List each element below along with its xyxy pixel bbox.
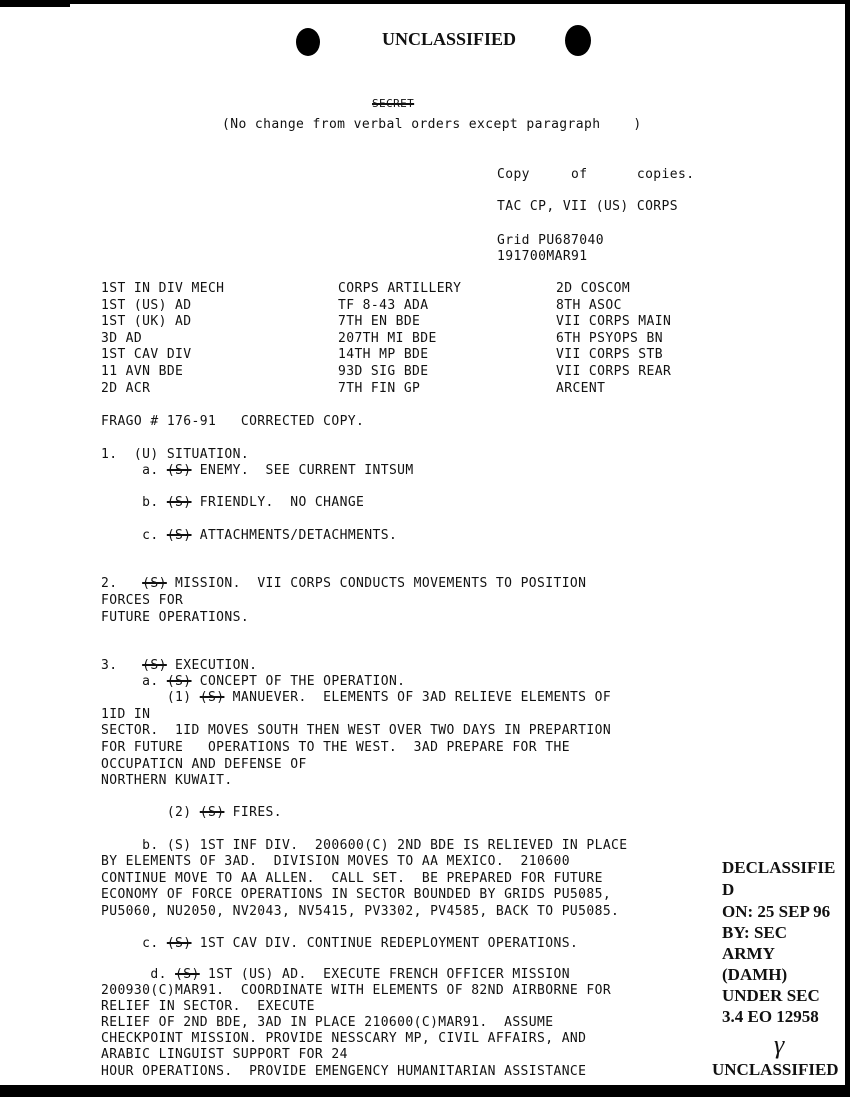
copy-line: Copy of copies.: [497, 167, 695, 182]
dist-item: VII CORPS STB: [556, 347, 663, 363]
dist-item: 2D COSCOM: [556, 281, 631, 296]
frago-line: FRAGO # 176-91 CORRECTED COPY.: [101, 414, 365, 429]
dist-item: 93D SIG BDE: [338, 363, 429, 379]
dist-item: 11 AVN BDE: [101, 363, 184, 379]
grid-line: Grid PU687040: [497, 233, 604, 248]
dist-item: TF 8-43 ADA: [338, 297, 429, 313]
declass-stamp-line: ON: 25 SEP 96: [722, 902, 831, 921]
dist-item: VII CORPS REAR: [556, 363, 672, 379]
struck-class-mark: (S): [166, 495, 192, 510]
para-3c: c. (S) 1ST CAV DIV. CONTINUE REDEPLOYMENT OPERATIONS.: [101, 936, 579, 951]
dist-item: 1ST (UK) AD: [101, 314, 192, 330]
declass-stamp-line: BY: SEC: [722, 923, 788, 942]
dist-item: VII CORPS MAIN: [556, 314, 672, 330]
para-3a1-line: NORTHERN KUWAIT.: [101, 773, 233, 788]
struck-class-mark: (S): [142, 658, 167, 673]
location-line: TAC CP, VII (US) CORPS: [497, 199, 678, 214]
para-3a1: (1) (S) MANUEVER. ELEMENTS OF 3AD RELIEVE ELEMENTS OF: [101, 690, 612, 705]
para-3: 3. (S) EXECUTION.: [101, 658, 258, 673]
struck-class-mark: (S): [199, 805, 225, 820]
dist-item: 1ST IN DIV MECH: [101, 281, 225, 296]
dtg-line: 191700MAR91: [497, 249, 588, 264]
dist-item: 1ST (US) AD: [101, 297, 192, 313]
declass-stamp-line: UNDER SEC: [722, 986, 820, 1005]
struck-class-mark: (S): [175, 967, 200, 982]
para-1-heading: 1. (U) SITUATION.: [101, 447, 250, 462]
struck-class-mark: (S): [166, 936, 192, 951]
para-1a: a. (S) ENEMY. SEE CURRENT INTSUM: [101, 463, 414, 478]
para-3a: a. (S) CONCEPT OF THE OPERATION.: [101, 674, 406, 689]
para-2-line: FORCES FOR: [101, 593, 184, 608]
footer-classification: UNCLASSIFIED: [712, 1060, 839, 1079]
declass-stamp-line: ARMY: [722, 944, 775, 963]
struck-class-mark: (S): [142, 576, 167, 591]
para-3b-line: CONTINUE MOVE TO AA ALLEN. CALL SET. BE PREPARED FOR FUTURE: [101, 871, 603, 886]
dist-item: 8TH ASOC: [556, 297, 622, 313]
dist-item: CORPS ARTILLERY: [338, 281, 462, 296]
distribution-col-2: [338, 281, 461, 397]
para-3a1-line: FOR FUTURE OPERATIONS TO THE WEST. 3AD PREPARE FOR THE: [101, 740, 570, 755]
scan-border-top: [0, 0, 850, 4]
header-dot-right: [565, 25, 591, 56]
dist-item: 1ST CAV DIV: [101, 347, 192, 363]
declass-stamp-line: 3.4 EO 12958: [722, 1007, 819, 1026]
dist-item: 14TH MP BDE: [338, 347, 429, 363]
dist-item: 7TH EN BDE: [338, 314, 421, 330]
struck-class-mark: (S): [166, 674, 192, 689]
dist-item: 6TH PSYOPS BN: [556, 330, 663, 346]
para-3b-line: PU5060, NU2050, NV2043, NV5415, PV3302, PV4585, BACK TO PU5085.: [101, 904, 620, 919]
handwritten-initial: γ: [774, 1030, 785, 1059]
header-classification: UNCLASSIFIED: [382, 29, 517, 49]
scan-border-top-tab: [0, 4, 70, 7]
dist-item: 2D ACR: [101, 380, 151, 396]
para-3b-line: b. (S) 1ST INF DIV. 200600(C) 2ND BDE IS RELIEVED IN PLACE: [101, 838, 628, 853]
para-1c: c. (S) ATTACHMENTS/DETACHMENTS.: [101, 528, 398, 543]
dist-item: 3D AD: [101, 330, 143, 346]
para-3d-line: RELIEF IN SECTOR. EXECUTE: [101, 999, 315, 1014]
struck-marking: SECRET: [372, 97, 415, 110]
para-3d: d. (S) 1ST (US) AD. EXECUTE FRENCH OFFICER MISSION: [101, 967, 570, 982]
para-3b-line: ECONOMY OF FORCE OPERATIONS IN SECTOR BOUNDED BY GRIDS PU5085,: [101, 887, 612, 902]
declass-stamp-line: (DAMH): [722, 965, 788, 984]
declass-stamp-line: D: [722, 880, 735, 899]
struck-class-mark: (S): [166, 528, 192, 543]
struck-class-mark: (S): [199, 690, 225, 705]
para-3d-line: CHECKPOINT MISSION. PROVIDE NESSCARY MP, CIVIL AFFAIRS, AND: [101, 1031, 587, 1046]
para-2: 2. (S) MISSION. VII CORPS CONDUCTS MOVEMENTS TO POSITION: [101, 576, 587, 591]
para-1b: b. (S) FRIENDLY. NO CHANGE: [101, 495, 365, 510]
scan-border-right: [845, 0, 850, 1097]
distribution-col-1: [101, 281, 224, 397]
struck-class-mark: (S): [166, 463, 192, 478]
dist-item: 7TH FIN GP: [338, 380, 421, 396]
dist-item: ARCENT: [556, 380, 606, 396]
para-3a1-line: SECTOR. 1ID MOVES SOUTH THEN WEST OVER TWO DAYS IN PREPARTION: [101, 723, 612, 738]
declass-stamp-line: DECLASSIFIE: [722, 858, 836, 877]
para-2-line: FUTURE OPERATIONS.: [101, 610, 250, 625]
para-3d-line: 200930(C)MAR91. COORDINATE WITH ELEMENTS OF 82ND AIRBORNE FOR: [101, 983, 612, 998]
para-3b-line: BY ELEMENTS OF 3AD. DIVISION MOVES TO AA MEXICO. 210600: [101, 854, 570, 869]
para-3d-line: RELIEF OF 2ND BDE, 3AD IN PLACE 210600(C)MAR91. ASSUME: [101, 1015, 554, 1030]
dist-item: 207TH MI BDE: [338, 330, 437, 346]
para-3a1-line: OCCUPATICN AND DEFENSE OF: [101, 757, 307, 772]
distribution-col-3: [556, 281, 671, 397]
para-3a2: (2) (S) FIRES.: [101, 805, 283, 820]
header-note: (No change from verbal orders except paragraph ): [222, 117, 642, 132]
para-3a1-line: 1ID IN: [101, 707, 151, 722]
scan-border-bottom: [0, 1085, 850, 1097]
para-3d-line: HOUR OPERATIONS. PROVIDE EMENGENCY HUMANITARIAN ASSISTANCE: [101, 1064, 587, 1079]
header-dot-left: [296, 28, 320, 56]
para-3d-line: ARABIC LINGUIST SUPPORT FOR 24: [101, 1047, 348, 1062]
